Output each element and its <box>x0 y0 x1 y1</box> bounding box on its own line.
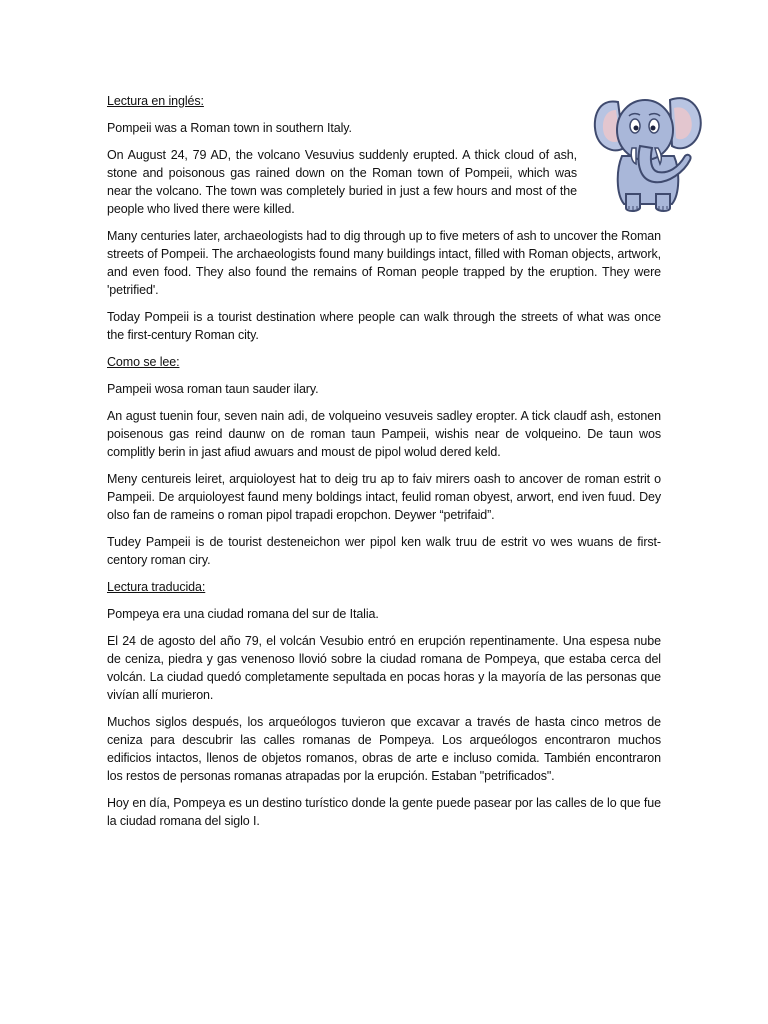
cartoon-elephant-icon <box>588 90 712 216</box>
section-heading-translation: Lectura traducida: <box>107 580 206 594</box>
section-heading-english: Lectura en inglés: <box>107 94 204 108</box>
paragraph: Muchos siglos después, los arqueólogos tuvieron que excavar a través de hasta cinco metros de ceniza para descubrir las calles romanas de Pompeya. Los arqueólogos encontraron muchos edificios intactos, llenos de objetos romanos, obras de arte e incluso comida. También encontraron los restos de personas romanas atrapadas por la erupción. Estaban "petrificados". <box>107 715 661 783</box>
paragraph: Pampeii wosa roman taun sauder ilary. <box>107 382 319 396</box>
paragraph: An agust tuenin four, seven nain adi, de volqueino vesuveis sadley eropter. A tick claudf ash, estonen poisenous gas reind daunw on de roman taun Pampeii, wishis near de volqueino. De taun wos complitly berin in jast afiud awuars and moust de pipol wolud dered keld. <box>107 409 661 459</box>
paragraph: Tudey Pampeii is de tourist desteneichon wer pipol ken walk truu de estrit vo wes wuans de first-centory roman ciry. <box>107 535 661 567</box>
paragraph: Today Pompeii is a tourist destination where people can walk through the streets of what was once the first-century Roman city. <box>107 310 661 342</box>
paragraph: Meny centureis leiret, arquioloyest hat to deig tru ap to faiv mirers oash to ancover de roman estrit o Pampeii. De arquioloyest faund meny boldings intact, feulid roman obyest, arwort, end iven fuud. Dey olso fan de rameins o roman pipol trapadi eropchon. Deywer “petrifaid”. <box>107 472 661 522</box>
paragraph: On August 24, 79 AD, the volcano Vesuvius suddenly erupted. A thick cloud of ash, stone and poisonous gas rained down on the Roman town of Pompeii, which was near the volcano. The town was completely buried in just a few hours and most of the people who lived there were killed. <box>107 148 577 216</box>
paragraph: Pompeya era una ciudad romana del sur de Italia. <box>107 607 379 621</box>
paragraph: El 24 de agosto del año 79, el volcán Vesubio entró en erupción repentinamente. Una espesa nube de ceniza, piedra y gas venenoso llovió sobre la ciudad romana de Pompeya, que estaba cerca del volcán. La ciudad quedó completamente sepultada en pocas horas y la mayoría de las personas que vivían allí murieron. <box>107 634 661 702</box>
paragraph: Many centuries later, archaeologists had to dig through up to five meters of ash to uncover the Roman streets of Pompeii. The archaeologists found many buildings intact, filled with Roman objects, artwork, and even food. They also found the remains of Roman people trapped by the eruption. They were 'petrified'. <box>107 229 661 297</box>
paragraph: Hoy en día, Pompeya es un destino turístico donde la gente puede pasear por las calles de lo que fue la ciudad romana del siglo I. <box>107 796 661 828</box>
paragraph: Pompeii was a Roman town in southern Italy. <box>107 121 352 135</box>
document-body <box>107 92 661 839</box>
section-heading-pronunciation: Como se lee: <box>107 355 180 369</box>
